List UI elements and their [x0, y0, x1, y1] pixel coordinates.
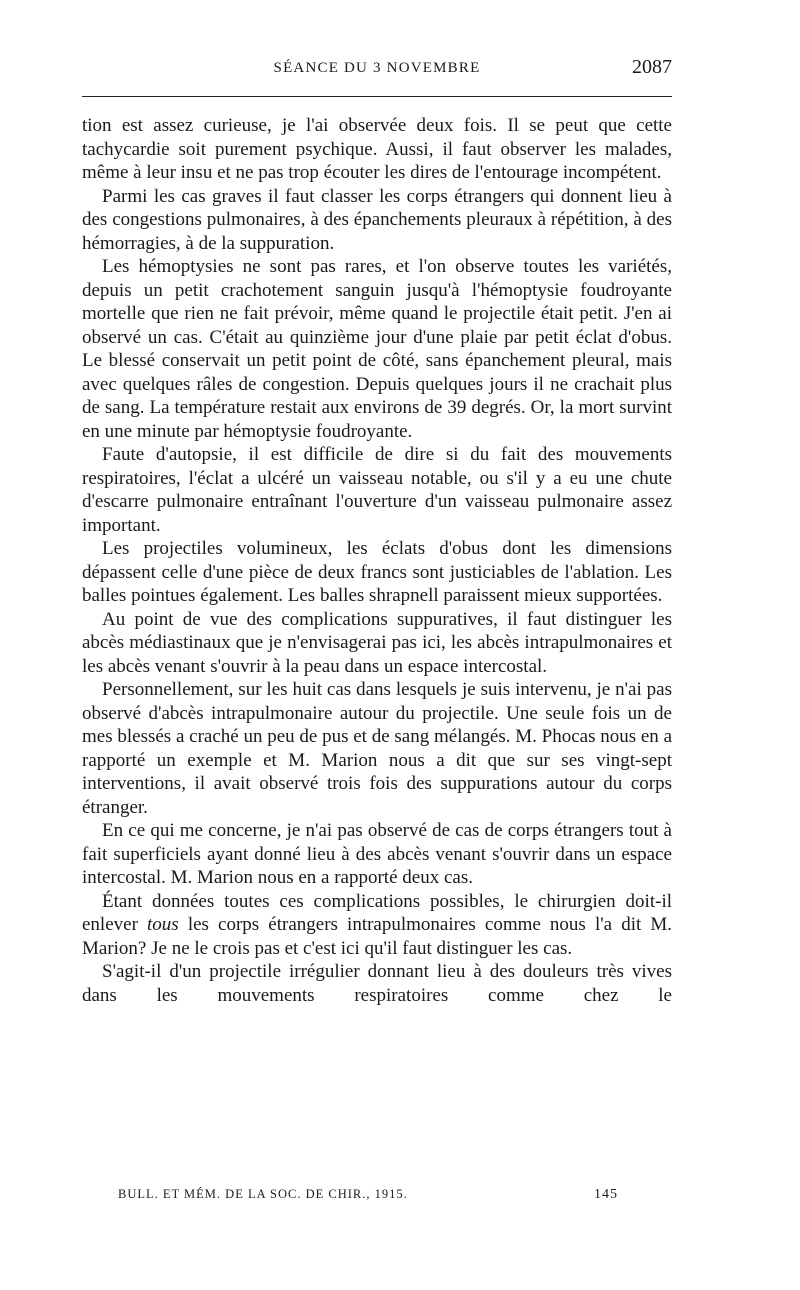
body-text: [82, 114, 672, 1007]
page-footer: [118, 1187, 618, 1207]
page-number: 2087: [632, 56, 672, 78]
page-header: [82, 56, 672, 88]
running-head: SÉANCE DU 3 NOVEMBRE: [273, 60, 481, 76]
paragraph-7: Personnellement, sur les huit cas dans lesquels je suis intervenu, je n'ai pas observé d'abcès intrapulmonaire autour du projectile. Une seule fois un de mes blessés a craché un peu de pus et de sang mélangés. M. Phocas nous en a rapporté un exemple et M. Marion nous a dit que sur ses vingt-sept interventions, il avait observé trois fois des suppurations autour du corps étranger.: [82, 679, 672, 818]
paragraph-9-emphasis: tous: [147, 914, 179, 935]
paragraph-8: En ce qui me concerne, je n'ai pas observé de cas de corps étrangers tout à fait superficiels ayant donné lieu à des abcès venant s'ouvrir dans un espace intercostal. M. Marion nous en a rapporté deux cas.: [82, 820, 672, 888]
paragraph-2: Parmi les cas graves il faut classer les corps étrangers qui donnent lieu à des congestions pulmonaires, à des épanchements pleuraux à répétition, à des hémorragies, à de la suppuration.: [82, 185, 672, 254]
paragraph-6: Au point de vue des complications suppuratives, il faut distinguer les abcès médiastinaux que je n'envisagerai pas ici, les abcès intrapulmonaires et les abcès venant s'ouvrir à la peau dans un espace intercostal.: [82, 608, 672, 677]
paragraph-9: [82, 890, 672, 961]
paragraph-3: Les hémoptysies ne sont pas rares, et l'on observe toutes les variétés, depuis un petit crachotement sanguin jusqu'à l'hémoptysie foudroyante mortelle que rien ne fait prévoir, même quand le projectile était petit. J'en ai observé un cas. C'était au quinzième jour d'une plaie par petit éclat d'obus. Le blessé conservait un petit point de côté, sans épanchement pleural, mais avec quelques râles de congestion. Depuis quelques jours il ne crachait plus de sang. La température restait aux environs de 39 degrés. Or, la mort survint en une minute par hémoptysie foudroyante.: [82, 256, 672, 442]
paragraph-5: Les projectiles volumineux, les éclats d'obus dont les dimensions dépassent celle d'une pièce de deux francs sont justiciables de l'ablation. Les balles pointues également. Les balles shrapnell paraissent mieux supportées.: [82, 538, 672, 606]
header-rule: [82, 96, 672, 97]
journal-citation: BULL. ET MÉM. DE LA SOC. DE CHIR., 1915.: [118, 1187, 408, 1201]
paragraph-9-end: les corps étrangers intrapulmonaires comme nous l'a dit M. Marion? Je ne le crois pas et c'est ici qu'il faut distinguer les cas.: [82, 914, 673, 959]
paragraph-9-start: Étant données toutes ces complications possibles, le chirurgien doit-il enlever: [82, 890, 672, 935]
paragraph-4: Faute d'autopsie, il est difficile de dire si du fait des mouvements respiratoires, l'éclat a ulcéré un vaisseau notable, ou s'il y a eu une chute d'escarre pulmonaire entraînant l'ouverture d'un vaisseau pulmonaire assez important.: [82, 444, 672, 536]
paragraph-1: tion est assez curieuse, je l'ai observée deux fois. Il se peut que cette tachycardie soit purement psychique. Aussi, il faut observer les malades, même à leur insu et ne pas trop écouter les dires de l'entourage incompétent.: [82, 115, 672, 183]
paragraph-10: S'agit-il d'un projectile irrégulier donnant lieu à des douleurs très vives dans les mouvements respiratoires comme chez le: [82, 961, 672, 1006]
signature-mark: 145: [594, 1187, 618, 1202]
